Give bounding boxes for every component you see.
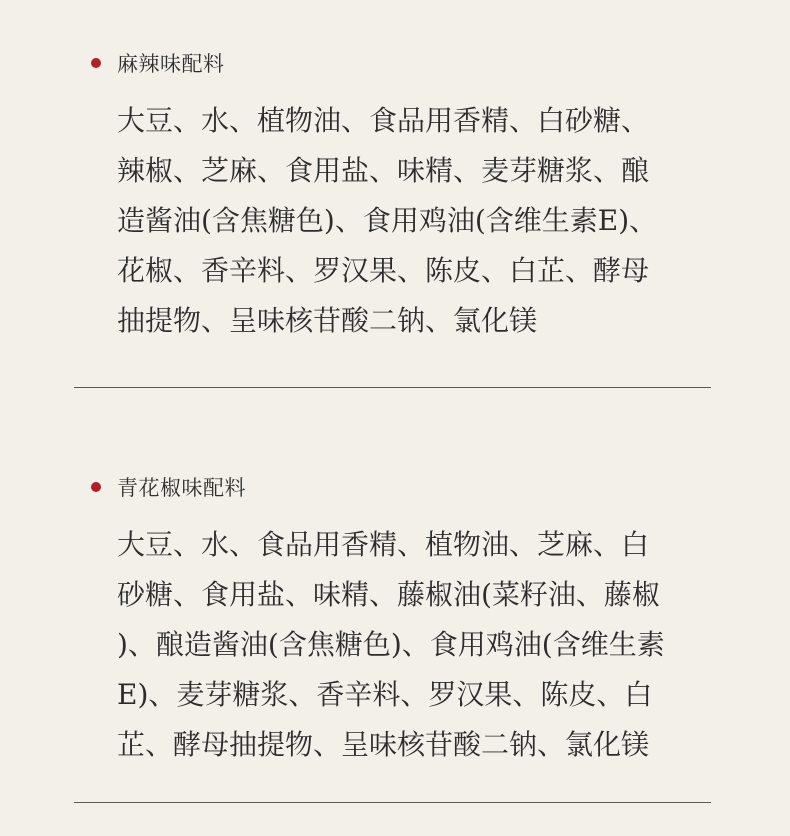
- ingredients-line: 抽提物、呈味核苷酸二钠、氯化镁: [117, 304, 538, 337]
- ingredients-line: )、酿造酱油(含焦糖色)、食用鸡油(含维生素: [117, 628, 665, 661]
- ingredients-text: [117, 520, 707, 770]
- section-divider: [74, 802, 711, 803]
- ingredients-line: 造酱油(含焦糖色)、食用鸡油(含维生素E)、: [117, 204, 658, 237]
- ingredients-line: 辣椒、芝麻、食用盐、味精、麦芽糖浆、酿: [117, 154, 650, 187]
- ingredients-line: 砂糖、食用盐、味精、藤椒油(菜籽油、藤椒: [117, 578, 660, 611]
- ingredients-line: 芷、酵母抽提物、呈味核苷酸二钠、氯化镁: [117, 728, 650, 761]
- section-title: 青花椒味配料: [117, 476, 246, 500]
- ingredients-line: 大豆、水、食品用香精、植物油、芝麻、白: [117, 528, 650, 561]
- ingredients-line: 大豆、水、植物油、食品用香精、白砂糖、: [117, 104, 650, 137]
- ingredients-text: [117, 96, 707, 346]
- ingredients-line: E)、麦芽糖浆、香辛料、罗汉果、陈皮、白: [117, 678, 653, 711]
- section-heading: [91, 470, 246, 504]
- bullet-dot-icon: [91, 482, 101, 492]
- ingredients-line: 花椒、香辛料、罗汉果、陈皮、白芷、酵母: [117, 254, 650, 287]
- bullet-dot-icon: [91, 58, 101, 68]
- section-divider: [74, 387, 711, 388]
- section-heading: [91, 46, 225, 80]
- section-title: 麻辣味配料: [117, 52, 225, 76]
